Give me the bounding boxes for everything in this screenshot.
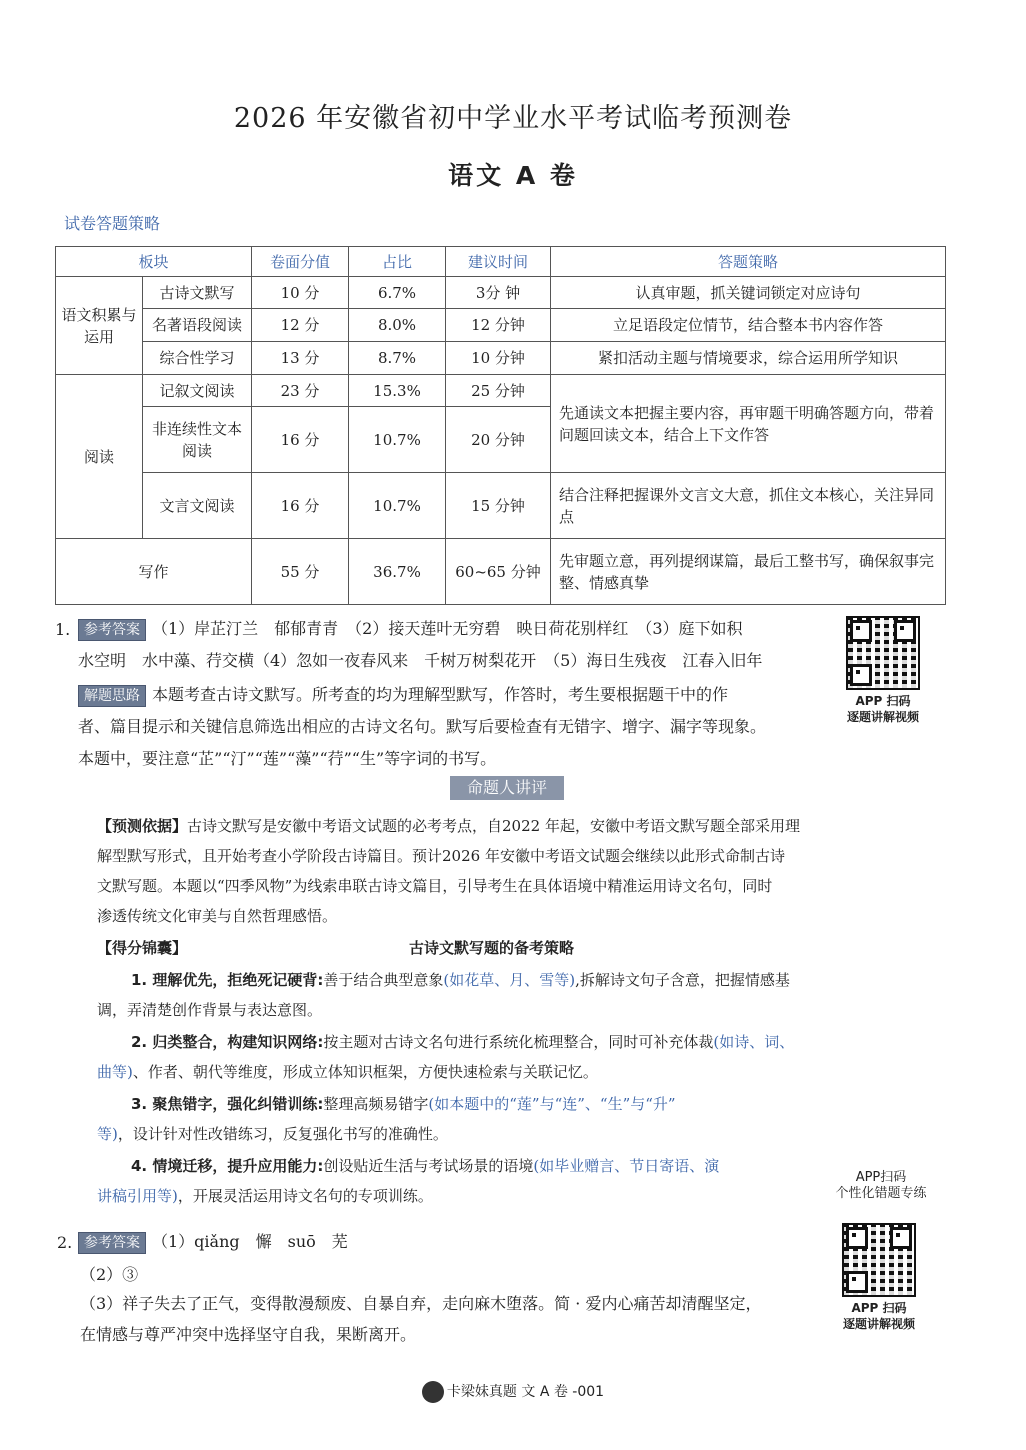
answer-text: （1）岸芷汀兰 郁郁青青 （2）接天莲叶无穷碧 映日荷花别样红 （3）庭下如积 [152,619,743,638]
tip-item: 2. 归类整合，构建知识网络:按主题对古诗文名句进行系统化梳理整合，同时可补充体裁(如诗、词、 曲等)、作者、朝代等维度，形成立体知识框架，方便快速检索与关联记忆。 [97,1033,795,1081]
row-item: 写作 [56,539,252,605]
row-time: 15 分钟 [446,473,551,539]
row-time: 25 分钟 [446,375,551,407]
page-footer [0,1381,1026,1403]
row-ratio: 15.3% [349,375,446,407]
row-time: 12 分钟 [446,309,551,342]
row-strategy: 立足语段定位情节，结合整本书内容作答 [551,309,946,342]
row-ratio: 8.0% [349,309,446,342]
answer-text: 在情感与尊严冲突中选择坚守自我，果断离开。 [80,1325,417,1344]
row-item: 名著语段阅读 [143,309,252,342]
row-ratio: 10.7% [349,407,446,473]
qr-code-icon[interactable] [846,616,920,690]
header-block: 板块 [56,247,252,277]
group-label: 阅读 [56,375,143,539]
row-score: 16 分 [252,473,349,539]
answer-text: （1）qiǎng 懈 suō 芜 [152,1232,348,1251]
question-number: 2. [57,1233,73,1252]
footer-text: 卡梁妹真题 文 A 卷 -001 [446,1384,605,1400]
row-strategy: 紧扣活动主题与情境要求，综合运用所学知识 [551,342,946,375]
tip-item: 4. 情境迁移，提升应用能力:创设贴近生活与考试场景的语境(如毕业赠言、节日寄语、演 讲稿引用等)，开展灵活运用诗文名句的专项训练。 [97,1157,720,1205]
think-text: 者、篇目提示和关键信息筛选出相应的古诗文名句。默写后要检查有无错字、增字、漏字等现象。 [78,717,767,736]
qr-code-icon[interactable] [842,1223,916,1297]
basis-paragraph: 【预测依据】古诗文默写是安徽中考语文试题的必考考点，自2022 年起，安徽中考语文默写题全部采用理 解型默写形式，且开始考查小学阶段古诗篇目。预计2026 年安徽中考语文试题会继续以此形式命制古诗 文默写题。本题以“四季风物”为线索串联古诗文篇目，引导考生在具体语境中精准运用诗文名句，同时 渗透传统文化审美与自然哲理感悟。 [97,817,800,925]
tips-header [97,933,927,963]
answer-badge: 参考答案 [78,1232,146,1254]
row-score: 13 分 [252,342,349,375]
answer-badge: 参考答案 [78,619,146,641]
think-text: 本题中，要注意“芷”“汀”“莲”“藻”“荇”“生”等字词的书写。 [78,749,497,768]
row-strategy: 认真审题，抓关键词锁定对应诗句 [551,277,946,309]
tip-item: 3. 聚焦错字，强化纠错训练:整理高频易错字(如本题中的“莲”与“连”、“生”与“升” 等)，设计针对性改错练习，反复强化书写的准确性。 [97,1095,676,1143]
header-time: 建议时间 [446,247,551,277]
tips-title: 古诗文默写题的备考策略 [409,939,575,957]
qr-caption: APP扫码 个性化错题专练 [835,1170,927,1201]
basis-label: 【预测依据】 [97,817,188,835]
row-score: 16 分 [252,407,349,473]
think-line [78,679,838,710]
row-score: 10 分 [252,277,349,309]
row-item: 非连续性文本阅读 [143,407,252,473]
tips-label: 【得分锦囊】 [97,939,188,957]
group-label: 语文积累与运用 [56,277,143,375]
row-score: 23 分 [252,375,349,407]
row-time: 60~65 分钟 [446,539,551,605]
row-item: 文言文阅读 [143,473,252,539]
tip-item: 1. 理解优先，拒绝死记硬背:善于结合典型意象(如花草、月、雪等),拆解诗文句子含意，把握情感基 调，弄清楚创作背景与表达意图。 [97,971,790,1019]
row-item: 综合性学习 [143,342,252,375]
header-ratio: 占比 [349,247,446,277]
section-title: 试卷答题策略 [64,214,161,233]
row-item: 古诗文默写 [143,277,252,309]
page-title: 2026 年安徽省初中学业水平考试临考预测卷 [233,103,793,134]
qr-caption: APP 扫码 逐题讲解视频 [846,694,919,724]
row-ratio: 6.7% [349,277,446,309]
row-time: 10 分钟 [446,342,551,375]
row-strategy: 先通读文本把握主要内容，再审题干明确答题方向，带着问题回读文本，结合上下文作答 [551,375,946,473]
row-time: 3分 钟 [446,277,551,309]
answer-text: （2）③ [80,1265,139,1284]
row-strategy: 结合注释把握课外文言文大意，抓住文本核心，关注异同点 [551,473,946,539]
row-ratio: 36.7% [349,539,446,605]
answer-line [78,613,838,644]
answer-text: （3）祥子失去了正气，变得散漫颓废、自暴自弃，走向麻木堕落。简 · 爱内心痛苦却清醒坚定， [80,1294,762,1313]
row-item: 记叙文阅读 [143,375,252,407]
page-subtitle: 语文 A 卷 [448,161,578,190]
row-strategy: 先审题立意，再列提纲谋篇，最后工整书写，确保叙事完整、情感真挚 [551,539,946,605]
logo-icon [422,1381,444,1403]
think-badge: 解题思路 [78,685,146,707]
row-score: 12 分 [252,309,349,342]
question-number: 1. [55,620,71,639]
row-score: 55 分 [252,539,349,605]
think-text: 本题考查古诗文默写。所考查的均为理解型默写，作答时，考生要根据题干中的作 [152,685,729,704]
header-strategy: 答题策略 [551,247,946,277]
row-ratio: 10.7% [349,473,446,539]
qr-caption: APP 扫码 逐题讲解视频 [842,1301,915,1331]
row-ratio: 8.7% [349,342,446,375]
answer-text: 水空明 水中藻、荇交横（4）忽如一夜春风来 千树万树梨花开 （5）海日生残夜 江春入旧年 [78,651,763,670]
answer-line [78,1226,778,1257]
commentary-badge: 命题人讲评 [450,776,564,800]
header-score: 卷面分值 [252,247,349,277]
strategy-table [55,246,946,605]
row-time: 20 分钟 [446,407,551,473]
